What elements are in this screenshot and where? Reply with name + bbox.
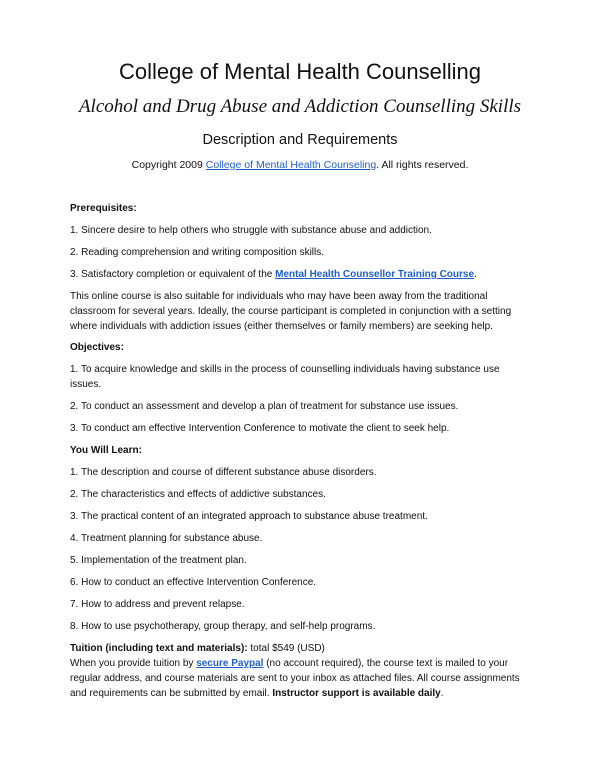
learn-item: 7. How to address and prevent relapse.: [70, 599, 245, 610]
tuition-paragraph: [70, 656, 532, 701]
tuition-line: [70, 641, 532, 656]
learn-item: 3. The practical content of an integrated approach to substance abuse treatment.: [70, 511, 428, 522]
prerequisite-item: 1. Sincere desire to help others who struggle with substance abuse and addiction.: [70, 225, 432, 236]
tuition-label: Tuition (including text and materials):: [70, 643, 248, 654]
learn-item: 1. The description and course of different substance abuse disorders.: [70, 467, 377, 478]
college-link[interactable]: College of Mental Health Counseling: [205, 159, 377, 171]
tuition-text-end: .: [440, 688, 444, 699]
objective-item: 3. To conduct am effective Intervention Conference to motivate the client to seek help.: [70, 423, 450, 434]
prerequisite-item-suffix: .: [474, 269, 477, 280]
instructor-support-note: Instructor support is available daily: [272, 688, 441, 699]
prerequisite-item: [70, 267, 532, 282]
objective-item: 2. To conduct an assessment and develop a plan of treatment for substance use issues.: [70, 401, 459, 412]
learn-heading: You Will Learn:: [70, 445, 142, 456]
paypal-link[interactable]: secure Paypal: [196, 658, 264, 669]
page-title: College of Mental Health Counselling: [119, 59, 481, 84]
copyright-prefix: Copyright 2009: [131, 159, 206, 171]
main-content: [70, 201, 532, 701]
course-subtitle: Alcohol and Drug Abuse and Addiction Counselling Skills: [78, 96, 522, 117]
learn-item: 6. How to conduct an effective Intervention Conference.: [70, 577, 317, 588]
objective-item: 1. To acquire knowledge and skills in the process of counselling individuals having substance use issues.: [70, 364, 500, 390]
description-paragraph: This online course is also suitable for individuals who may have been away from the traditional classroom for several years. Ideally, the course participant is completed in conjunction with a setting where individuals with addiction issues (either themselves or family members) are seeking help.: [70, 291, 512, 332]
section-title: Description and Requirements: [202, 132, 398, 148]
tuition-text-middle: (no account required), the course text is mailed to your regular address, and course materials are sent to your inbox as attached files. All course assignments and requirements can be submitted by email.: [70, 658, 520, 699]
prerequisites-heading: Prerequisites:: [70, 203, 137, 214]
copyright-suffix: . All rights reserved.: [376, 159, 469, 171]
copyright-line: [0, 157, 600, 173]
learn-item: 4. Treatment planning for substance abuse.: [70, 533, 263, 544]
objectives-heading: Objectives:: [70, 342, 124, 353]
learn-item: 5. Implementation of the treatment plan.: [70, 555, 247, 566]
training-course-link[interactable]: Mental Health Counsellor Training Course: [275, 269, 475, 280]
learn-item: 2. The characteristics and effects of addictive substances.: [70, 489, 326, 500]
tuition-text-prefix: When you provide tuition by: [70, 658, 197, 669]
prerequisite-item: 2. Reading comprehension and writing composition skills.: [70, 247, 325, 258]
tuition-value: total $549 (USD): [247, 643, 325, 654]
prerequisite-item-prefix: 3. Satisfactory completion or equivalent of the: [70, 269, 276, 280]
learn-item: 8. How to use psychotherapy, group therapy, and self-help programs.: [70, 621, 376, 632]
